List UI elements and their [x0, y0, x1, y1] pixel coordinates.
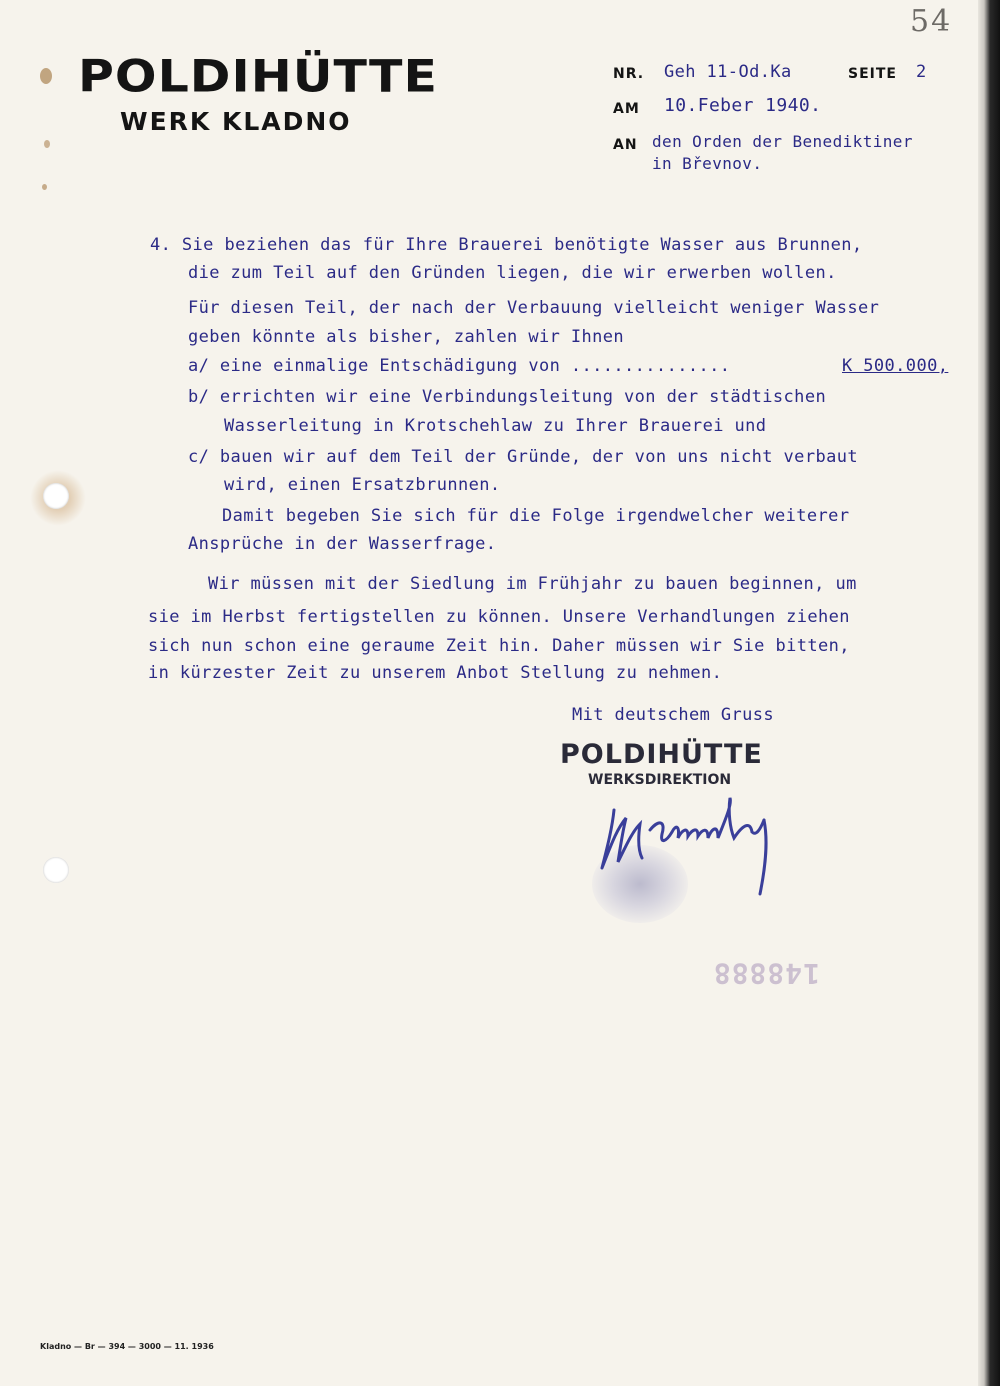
- rust-stain: [40, 68, 52, 84]
- body-line: sich nun schon eine geraume Zeit hin. Daher müssen wir Sie bitten,: [148, 636, 850, 656]
- nr-value: Geh 11-Od.Ka: [664, 62, 792, 82]
- closing-greeting: Mit deutschem Gruss: [572, 705, 775, 725]
- faded-stamp-number: 148888: [712, 957, 820, 990]
- punch-hole: [43, 483, 69, 509]
- punch-hole: [43, 857, 69, 883]
- am-label: AM: [613, 101, 640, 117]
- sub-item-b-cont: Wasserleitung in Krotschehlaw zu Ihrer Brauerei und: [224, 416, 767, 436]
- handwritten-signature: [592, 790, 802, 900]
- scan-edge: [978, 0, 1000, 1386]
- body-line: Wir müssen mit der Siedlung im Frühjahr zu bauen beginnen, um: [208, 574, 857, 594]
- date-value: 10.Feber 1940.: [664, 95, 822, 116]
- recipient-line-1: den Orden der Benediktiner: [652, 132, 913, 151]
- sub-item-c-cont: wird, einen Ersatzbrunnen.: [224, 475, 501, 495]
- body-line: die zum Teil auf den Gründen liegen, die wir erwerben wollen.: [188, 263, 837, 283]
- plant-name: WERK KLADNO: [120, 107, 352, 136]
- body-line: Ansprüche in der Wasserfrage.: [188, 534, 497, 554]
- body-line: Damit begeben Sie sich für die Folge irgendwelcher weiterer: [222, 506, 850, 526]
- sub-item-a: a/ eine einmalige Entschädigung von ...............: [188, 356, 731, 376]
- rust-stain: [42, 184, 47, 190]
- sub-item-c: c/ bauen wir auf dem Teil der Gründe, der von uns nicht verbaut: [188, 447, 858, 467]
- recipient-line-2: in Břevnov.: [652, 154, 763, 173]
- rust-stain: [44, 140, 50, 148]
- compensation-amount: K 500.000,: [842, 356, 949, 376]
- seite-value: 2: [916, 62, 927, 82]
- archive-page-number: 54: [910, 4, 953, 39]
- seite-label: SEITE: [848, 66, 897, 82]
- body-line: geben könnte als bisher, zahlen wir Ihnen: [188, 327, 625, 347]
- body-line: Für diesen Teil, der nach der Verbauung vielleicht weniger Wasser: [188, 298, 880, 318]
- body-line: in kürzester Zeit zu unserem Anbot Stellung zu nehmen.: [148, 663, 723, 683]
- stamp-department: WERKSDIREKTION: [588, 772, 732, 788]
- print-footer: Kladno — Br — 394 — 3000 — 11. 1936: [40, 1342, 214, 1351]
- company-stamp: POLDIHÜTTE: [560, 739, 763, 770]
- body-line: sie im Herbst fertigstellen zu können. Unsere Verhandlungen ziehen: [148, 607, 850, 627]
- sub-item-b: b/ errichten wir eine Verbindungsleitung von der städtischen: [188, 387, 827, 407]
- nr-label: NR.: [613, 66, 645, 82]
- company-logo: POLDIHÜTTE: [78, 51, 438, 103]
- an-label: AN: [613, 137, 638, 153]
- body-line: 4. Sie beziehen das für Ihre Brauerei benötigte Wasser aus Brunnen,: [150, 235, 863, 255]
